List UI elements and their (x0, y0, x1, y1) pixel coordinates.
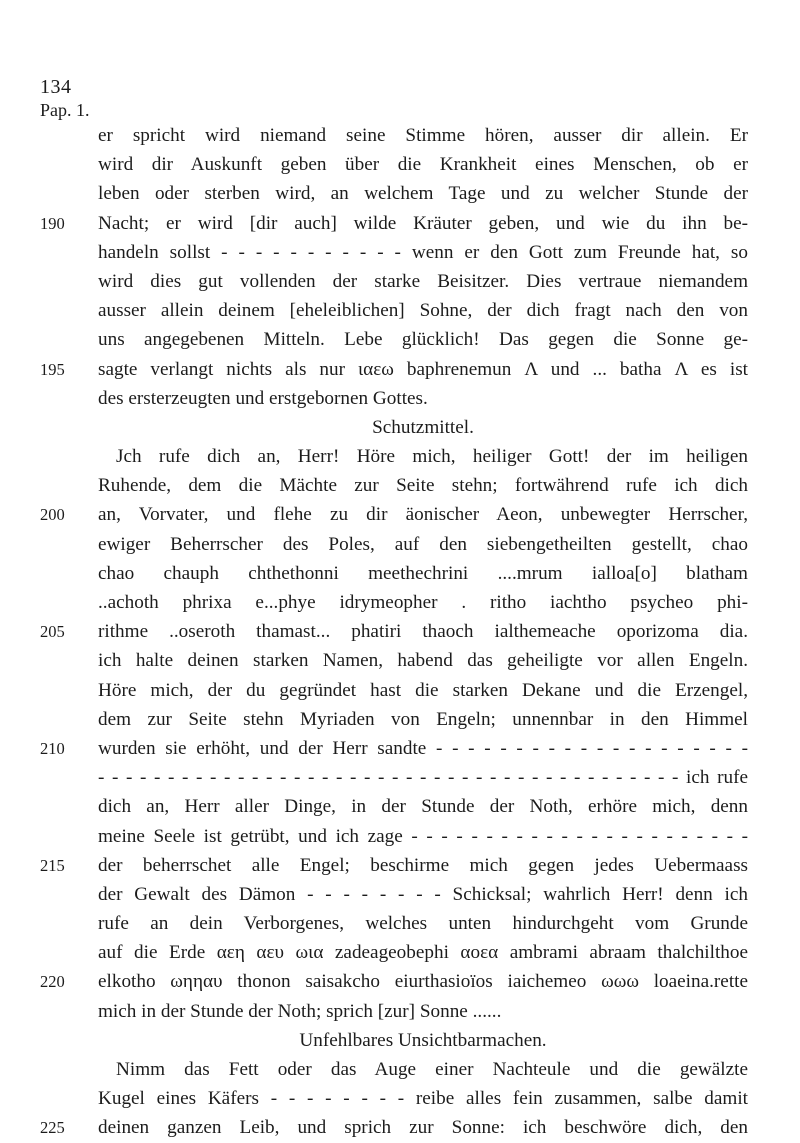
line-text: meine Seele ist getrübt, und ich zage - - - - - - - - - - - - - - - - - - - - - - - (98, 825, 748, 847)
line-text: der Gewalt des Dämon - - - - - - - - Schicksal; wahrlich Herr! denn ich (98, 883, 748, 905)
line-text: - - - - - - - - - - - - - - - - - - - - - - - - - - - - - - - - - - - - - - - - - - ich rufe (98, 767, 748, 789)
line-text: Kugel eines Käfers - - - - - - - - reibe alles fein zusammen, salbe damit (98, 1088, 748, 1110)
text-line (40, 355, 748, 384)
line-text: der beherrschet alle Engel; beschirme mich gegen jedes Uebermaass (98, 854, 748, 876)
text-line (98, 792, 748, 821)
line-text: wird dir Auskunft geben über die Krankheit eines Menschen, ob er (98, 154, 748, 176)
text-line (40, 209, 748, 238)
text-line (98, 267, 748, 296)
text-line (98, 938, 748, 967)
line-text: Nacht; er wird [dir auch] wilde Kräuter geben, und wie du ihn be- (98, 212, 748, 234)
line-text: an, Vorvater, und flehe zu dir äonischer Aeon, unbewegter Herrscher, (98, 504, 748, 526)
line-text: Nimm das Fett oder das Auge einer Nachteule und die gewälzte (116, 1059, 748, 1080)
line-text: Jch rufe dich an, Herr! Höre mich, heiliger Gott! der im heiligen (116, 446, 748, 468)
text-line (98, 325, 748, 354)
text-line (98, 880, 748, 909)
text-line (40, 1113, 748, 1142)
line-number: 195 (40, 359, 65, 379)
line-number: 215 (40, 855, 65, 875)
text-line (98, 530, 748, 559)
text-line (98, 909, 748, 938)
text-line (98, 296, 748, 325)
line-text: wird dies gut vollenden der starke Beisitzer. Dies vertraue niemandem (98, 270, 748, 292)
text-line (98, 1026, 748, 1055)
text-line (98, 763, 748, 792)
line-text: wurden sie erhöht, und der Herr sandte - - - - - - - - - - - - - - - - - - - - (98, 737, 748, 759)
text-line (40, 500, 748, 529)
text-line (98, 413, 748, 442)
line-text: handeln sollst - - - - - - - - - - - wenn er den Gott zum Freunde hat, so (98, 241, 748, 263)
text-line (98, 997, 748, 1026)
line-number: 190 (40, 213, 65, 233)
line-text: dem zur Seite stehn Myriaden von Engeln; unnennbar in den Himmel (98, 708, 748, 730)
line-number: 200 (40, 505, 65, 525)
line-text: ausser allein deinem [eheleiblichen] Sohne, der dich fragt nach den von (98, 300, 748, 322)
text-line (98, 1055, 748, 1084)
text-line (40, 734, 748, 763)
page-number: 134 (40, 76, 72, 98)
line-text: chao chauph chthethonni meethechrini ....mrum ialloa[o] blatham (98, 562, 748, 584)
text-line (98, 646, 748, 675)
line-text: mich in der Stunde der Noth; sprich [zur] Sonne ...... (98, 1000, 502, 1022)
line-text: dich an, Herr aller Dinge, in der Stunde der Noth, erhöre mich, denn (98, 796, 748, 818)
text-line (98, 238, 748, 267)
line-number: 225 (40, 1118, 65, 1138)
line-text: Höre mich, der du gegründet hast die starken Dekane und die Erzengel, (98, 679, 748, 701)
text-line (40, 851, 748, 880)
line-text: Schutzmittel. (372, 416, 474, 438)
line-text: auf die Erde αεη αευ ωια zadeageobephi αοεα ambrami abraam thalchilthoe (98, 942, 748, 964)
line-text: elkotho ωηηαυ thonon saisakcho eiurthasioïos iaichemeo ωωω loaeina.rette (98, 971, 748, 993)
text-line (98, 559, 748, 588)
text-line (98, 588, 748, 617)
text-line (98, 471, 748, 500)
line-text: er spricht wird niemand seine Stimme hören, ausser dir allein. Er (98, 125, 748, 146)
line-text: leben oder sterben wird, an welchem Tage und zu welcher Stunde der (98, 183, 748, 205)
line-text: uns angegebenen Mitteln. Lebe glücklich! Das gegen die Sonne ge- (98, 329, 748, 351)
text-line (40, 967, 748, 996)
line-text: Unfehlbares Unsichtbarmachen. (299, 1029, 547, 1051)
line-number: 205 (40, 622, 65, 642)
text-line (40, 617, 748, 646)
text-line (98, 1084, 748, 1113)
line-text: rufe an dein Verborgenes, welches unten hindurchgeht vom Grunde (98, 913, 748, 935)
main-text-block (40, 121, 748, 1143)
line-number: 210 (40, 738, 65, 758)
line-text: rithme ..oseroth thamast... phatiri thaoch ialthemeache oporizoma dia. (98, 621, 748, 643)
text-line (98, 121, 748, 150)
line-text: Ruhende, dem die Mächte zur Seite stehn; fortwährend rufe ich dich (98, 475, 748, 497)
line-text: ..achoth phrixa e...phye idrymeopher . ritho iachtho psycheo phi- (98, 592, 748, 613)
text-line (98, 822, 748, 851)
text-line (98, 676, 748, 705)
line-text: des ersterzeugten und erstgebornen Gottes. (98, 387, 428, 409)
text-line (98, 705, 748, 734)
text-line (98, 150, 748, 179)
line-text: ich halte deinen starken Namen, habend das geheiligte vor allen Engeln. (98, 650, 748, 672)
text-line (98, 384, 748, 413)
papyrus-label: Pap. 1. (40, 100, 90, 120)
line-number: 220 (40, 972, 65, 992)
text-line (98, 179, 748, 208)
line-text: ewiger Beherrscher des Poles, auf den siebengetheilten gestellt, chao (98, 533, 748, 555)
line-text: sagte verlangt nichts als nur ιαεω baphrenemun Λ und ... batha Λ es ist (98, 358, 748, 380)
line-text: deinen ganzen Leib, und sprich zur Sonne: ich beschwöre dich, den (98, 1117, 748, 1139)
text-line (98, 442, 748, 471)
